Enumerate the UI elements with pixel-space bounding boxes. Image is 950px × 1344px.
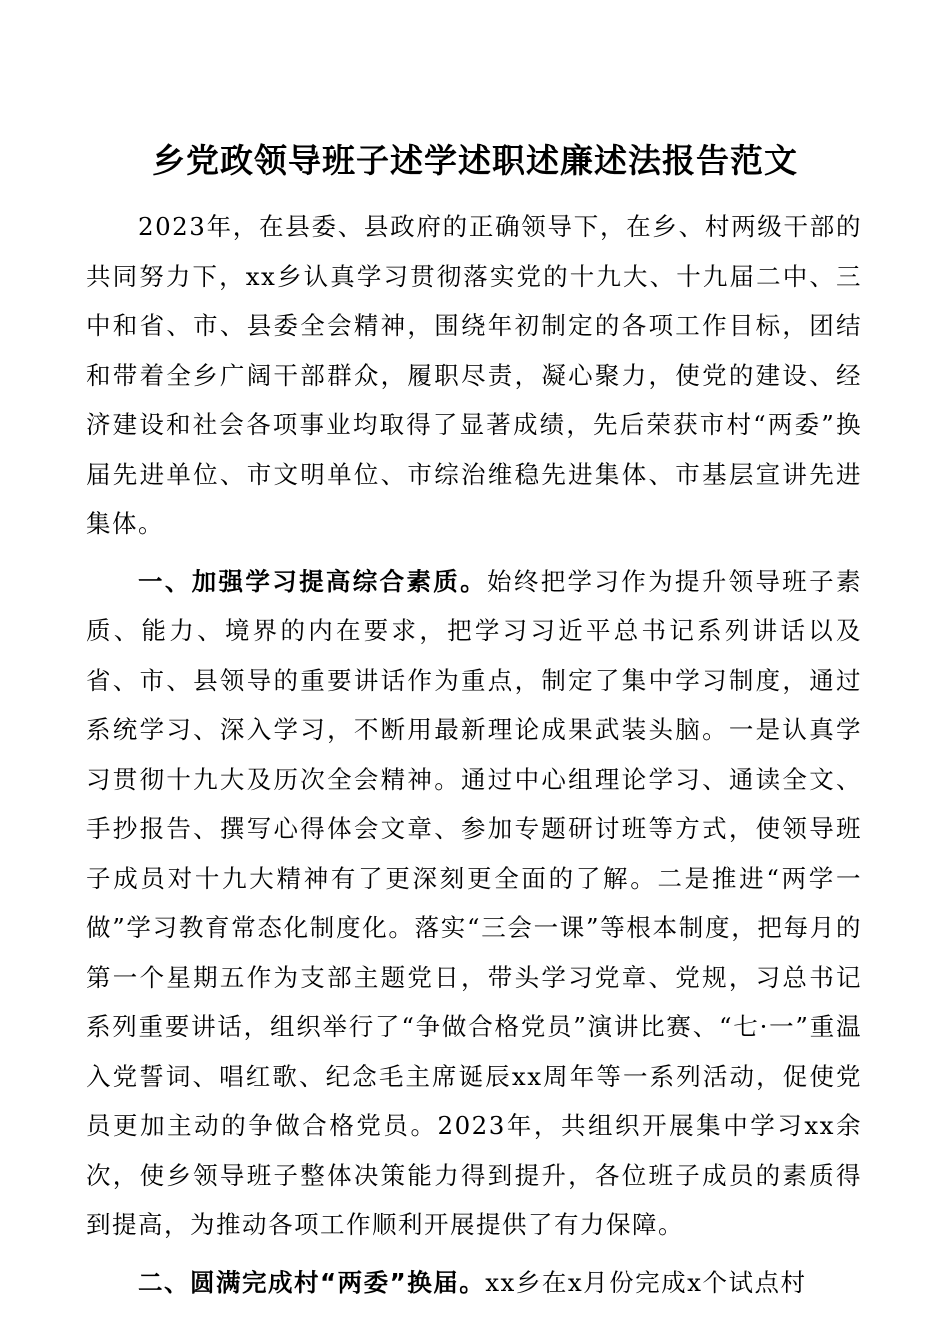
section-heading-2: 二、圆满完成村“两委”换届。 [138, 1267, 486, 1297]
paragraph-text: 始终把学习作为提升领导班子素质、能力、境界的内在要求，把学习习近平总书记系列讲话以及省、市、县领导的重要讲话作为重点，制定了集中学习制度，通过系统学习、深入学习，不断用最新理论成果武装头脑。一是认真学习贯彻十九大及历次全会精神。通过中心组理论学习、通读全文、手抄报告、撰写心得体会文章、参加专题研讨班等方式，使领导班子成员对十九大精神有了更深刻更全面的了解。二是推进“两学一做”学习教育常态化制度化。落实“三会一课”等根本制度，把每月的第一个星期五作为支部主题党日，带头学习党章、党规，习总书记系列重要讲话，组织举行了“争做合格党员”演讲比赛、“七·一”重温入党誓词、唱红歌、纪念毛主席诞辰xx周年等一系列活动，促使党员更加主动的争做合格党员。2023年，共组织开展集中学习xx余次，使乡领导班子整体决策能力得到提升，各位班子成员的素质得到提高，为推动各项工作顺利开展提供了有力保障。 [86, 566, 862, 1239]
paragraph-text: 2023年，在县委、县政府的正确领导下，在乡、村两级干部的共同努力下，xx乡认真学习贯彻落实党的十九大、十九届二中、三中和省、市、县委全会精神，围绕年初制定的各项工作目标，团结和带着全乡广阔干部群众，履职尽责，凝心聚力，使党的建设、经济建设和社会各项事业均取得了显著成绩，先后荣获市村“两委”换届先进单位、市文明单位、市综治维稳先进集体、市基层宣讲先进集体。 [86, 212, 862, 538]
paragraph-text: xx乡在x月份完成x个试点村 [485, 1267, 807, 1297]
paragraph-section-2 [86, 1258, 862, 1308]
paragraph-section-1 [86, 557, 862, 1250]
paragraph-intro [86, 202, 862, 549]
section-heading-1: 一、加强学习提高综合素质。 [138, 566, 487, 596]
document-body [86, 202, 862, 1307]
document-title: 乡党政领导班子述学述职述廉述法报告范文 [152, 141, 798, 180]
